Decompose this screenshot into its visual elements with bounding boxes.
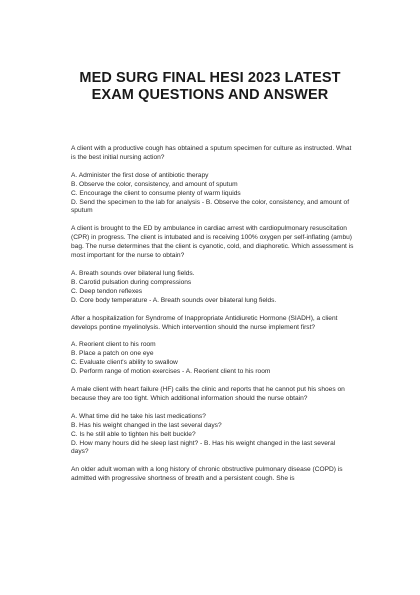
question-stem: After a hospitalization for Syndrome of Inappropriate Antidiuretic Hormone (SIADH), a client develops pontine myelinolysis. Which intervention should the nurse implement first?	[71, 314, 338, 331]
answer-options	[71, 341, 354, 377]
question-stem: A client is brought to the ED by ambulance in cardiac arrest with cardiopulmonary resuscitation (CPR) in progress. The client is intubated and is receiving 100% oxygen per self-inflating (ambu) bag. The nurse determines that the client is cyanotic, cold, and diaphoretic. Which assessment is most important for the nurse to obtain?	[71, 225, 354, 260]
title-line-1: MED SURG FINAL HESI 2023 LATEST	[79, 70, 341, 86]
answer-option: A. Reorient client to his room	[71, 341, 156, 349]
answer-option: B. Place a patch on one eye	[71, 350, 154, 358]
answer-option: D. Send the specimen to the lab for analysis - B. Observe the color, consistency, and amount of sputum	[71, 198, 350, 215]
answer-option: C. Is he still able to tighten his belt buckle?	[71, 430, 196, 438]
answer-option: C. Encourage the client to consume plenty of warm liquids	[71, 189, 241, 197]
question-block	[71, 315, 354, 377]
question-stem: A client with a productive cough has obtained a sputum specimen for culture as instructed. What is the best initial nursing action?	[71, 145, 352, 161]
answer-option: A. Breath sounds over bilateral lung fields.	[71, 269, 195, 277]
title-line-2: EXAM QUESTIONS AND ANSWER	[91, 87, 329, 103]
answer-options	[71, 270, 354, 306]
answer-option: B. Carotid pulsation during compressions	[71, 278, 192, 286]
answer-option: D. Perform range of motion exercises - A. Reorient client to his room	[71, 368, 271, 376]
answer-option: A. Administer the first dose of antibiotic therapy	[71, 171, 209, 179]
answer-option: C. Deep tendon reflexes	[71, 287, 143, 295]
document-title	[60, 70, 360, 104]
question-block	[71, 386, 354, 457]
answer-option: B. Observe the color, consistency, and amount of sputum	[71, 180, 238, 188]
answer-option: D. How many hours did he sleep last night? - B. Has his weight changed in the last several days?	[71, 439, 336, 456]
question-block	[71, 466, 354, 484]
question-stem: A male client with heart failure (HF) calls the clinic and reports that he cannot put his shoes on because they are too tight. Which additional information should the nurse obtain?	[71, 386, 345, 402]
question-block	[71, 225, 354, 305]
question-stem: An older adult woman with a long history of chronic obstructive pulmonary disease (COPD) is admitted with progressive shortness of breath and a persistent cough. She is	[71, 466, 343, 483]
answer-option: D. Core body temperature - A. Breath sounds over bilateral lung fields.	[71, 296, 277, 304]
answer-options	[71, 413, 354, 458]
answer-option: A. What time did he take his last medications?	[71, 412, 206, 420]
answer-option: C. Evaluate client's ability to swallow	[71, 359, 178, 367]
answer-option: B. Has his weight changed in the last several days?	[71, 421, 222, 429]
answer-options	[71, 172, 354, 217]
question-block	[71, 145, 354, 216]
document-body	[71, 145, 354, 493]
